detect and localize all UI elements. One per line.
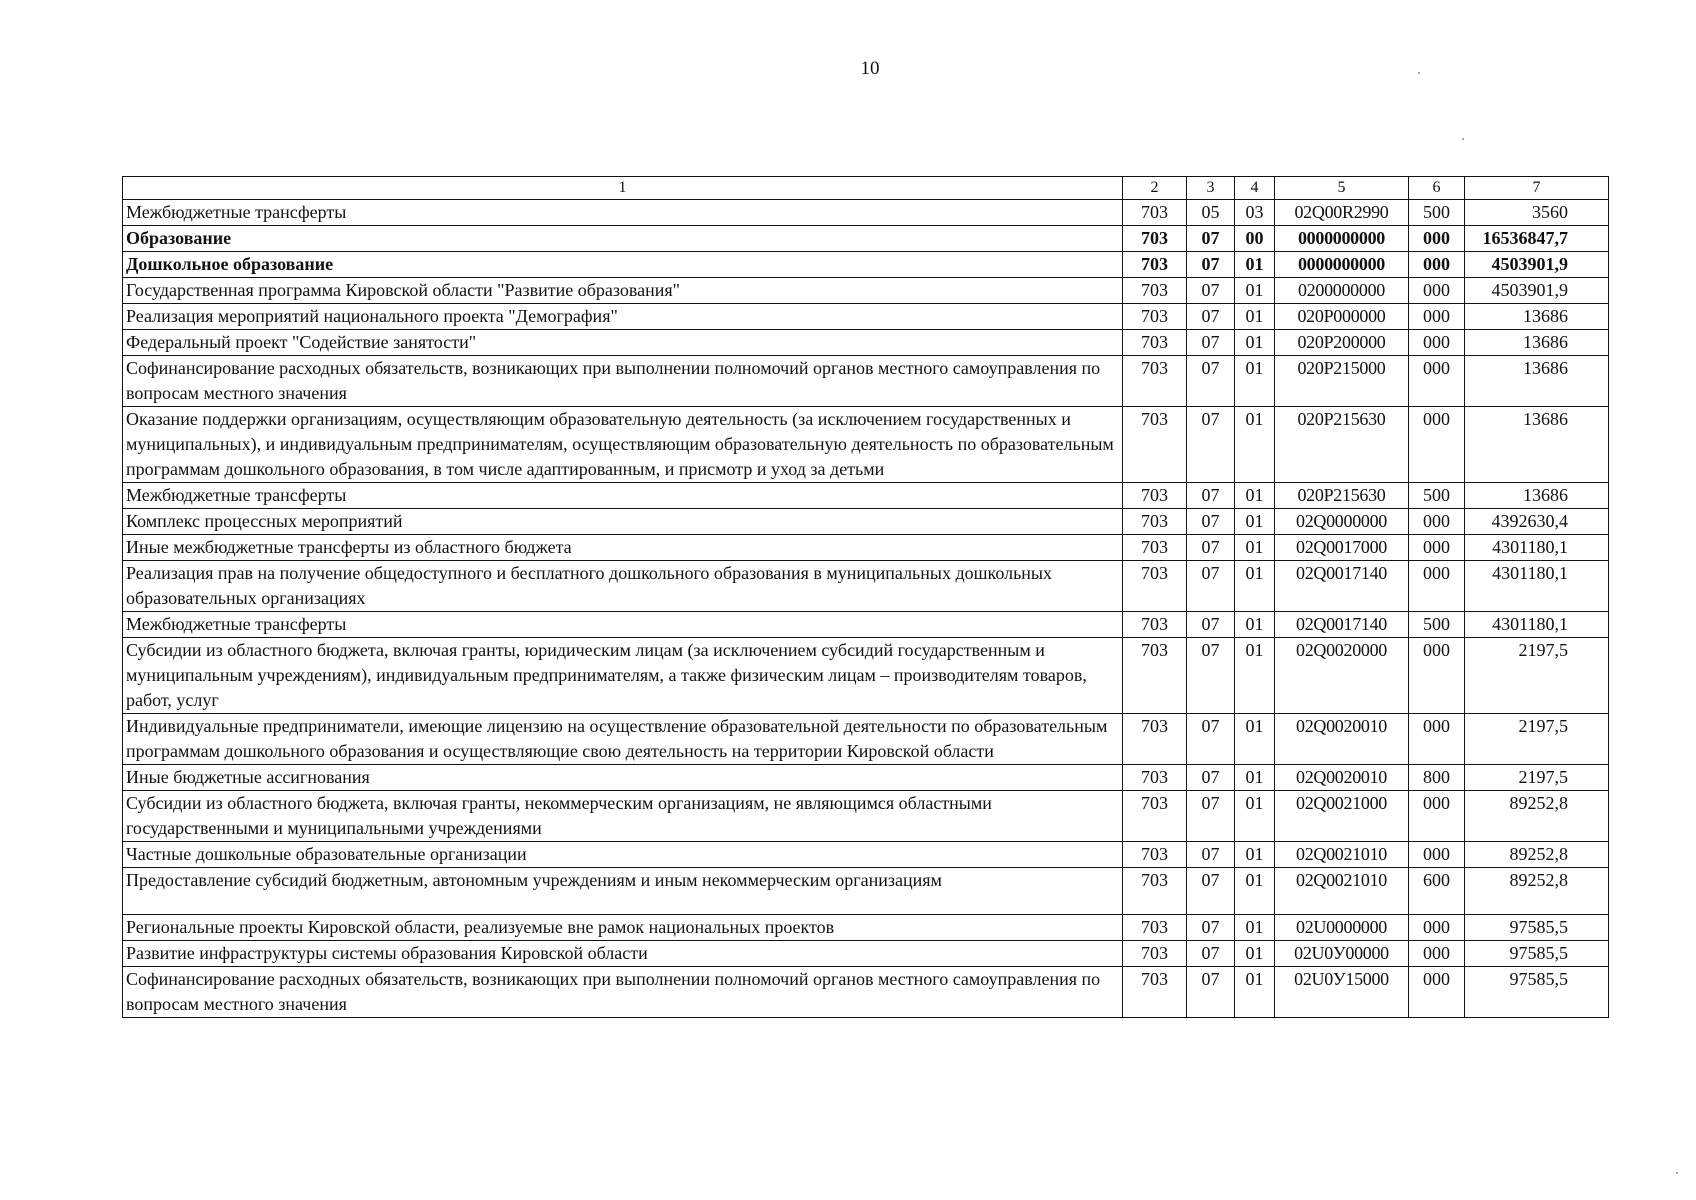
section-code-cell: 703	[1123, 915, 1187, 941]
target-article-cell: 02Q0000000	[1275, 509, 1409, 535]
row-name-cell: Реализация мероприятий национального проекта "Демография"	[123, 304, 1123, 330]
row-name-cell: Частные дошкольные образовательные организации	[123, 842, 1123, 868]
division-code-cell: 07	[1187, 304, 1235, 330]
expense-type-cell: 000	[1409, 509, 1465, 535]
table-row	[123, 765, 1609, 791]
expense-type-cell: 800	[1409, 765, 1465, 791]
row-name-cell: Реализация прав на получение общедоступного и бесплатного дошкольного образования в муниципальных дошкольных образовательных организациях	[123, 561, 1123, 612]
table-row	[123, 226, 1609, 252]
section-code-cell: 703	[1123, 509, 1187, 535]
table-row	[123, 842, 1609, 868]
table-row	[123, 200, 1609, 226]
table-row	[123, 714, 1609, 765]
division-code-cell: 07	[1187, 535, 1235, 561]
expense-type-cell: 000	[1409, 967, 1465, 1018]
row-name-cell: Государственная программа Кировской области "Развитие образования"	[123, 278, 1123, 304]
section-code-cell: 703	[1123, 791, 1187, 842]
column-header: 7	[1465, 177, 1609, 200]
target-article-cell: 02Q0021010	[1275, 868, 1409, 915]
amount-cell: 13686	[1465, 330, 1609, 356]
row-name-cell: Субсидии из областного бюджета, включая гранты, некоммерческим организациям, не являющимся областными государственными и муниципальными учреждениями	[123, 791, 1123, 842]
subdivision-code-cell: 01	[1235, 791, 1275, 842]
table-row	[123, 509, 1609, 535]
row-name-cell: Оказание поддержки организациям, осуществляющим образовательную деятельность (за исключением государственных и муниципальных), и индивидуальным предпринимателям, осуществляющим образовательную деятельность по образовательным программам дошкольного образования, в том числе адаптированным, и присмотр и уход за детьми	[123, 407, 1123, 483]
page-number: 10	[860, 58, 880, 79]
subdivision-code-cell: 01	[1235, 868, 1275, 915]
row-name-cell: Межбюджетные трансферты	[123, 200, 1123, 226]
target-article-cell: 02Q0017000	[1275, 535, 1409, 561]
expense-type-cell: 000	[1409, 535, 1465, 561]
amount-cell: 4503901,9	[1465, 278, 1609, 304]
amount-cell: 4392630,4	[1465, 509, 1609, 535]
section-code-cell: 703	[1123, 612, 1187, 638]
target-article-cell: 020P215630	[1275, 483, 1409, 509]
target-article-cell: 02Q0021010	[1275, 842, 1409, 868]
division-code-cell: 07	[1187, 252, 1235, 278]
section-code-cell: 703	[1123, 226, 1187, 252]
expense-type-cell: 000	[1409, 842, 1465, 868]
subdivision-code-cell: 03	[1235, 200, 1275, 226]
row-name-cell: Образование	[123, 226, 1123, 252]
division-code-cell: 07	[1187, 561, 1235, 612]
row-name-cell: Индивидуальные предприниматели, имеющие лицензию на осуществление образовательной деятельности по образовательным программам дошкольного образования и осуществляющие свою деятельность на территории Кировской области	[123, 714, 1123, 765]
division-code-cell: 07	[1187, 842, 1235, 868]
subdivision-code-cell: 01	[1235, 561, 1275, 612]
expense-type-cell: 000	[1409, 915, 1465, 941]
target-article-cell: 02Q0021000	[1275, 791, 1409, 842]
target-article-cell: 02U0У00000	[1275, 941, 1409, 967]
expense-type-cell: 000	[1409, 252, 1465, 278]
section-code-cell: 703	[1123, 252, 1187, 278]
subdivision-code-cell: 01	[1235, 509, 1275, 535]
target-article-cell: 0200000000	[1275, 278, 1409, 304]
expense-type-cell: 000	[1409, 278, 1465, 304]
amount-cell: 13686	[1465, 407, 1609, 483]
subdivision-code-cell: 01	[1235, 915, 1275, 941]
table-row	[123, 304, 1609, 330]
column-header: 2	[1123, 177, 1187, 200]
scan-speck	[1462, 138, 1464, 140]
table-row	[123, 483, 1609, 509]
expense-type-cell: 000	[1409, 356, 1465, 407]
amount-cell: 89252,8	[1465, 791, 1609, 842]
amount-cell: 2197,5	[1465, 638, 1609, 714]
table-row	[123, 638, 1609, 714]
subdivision-code-cell: 01	[1235, 278, 1275, 304]
section-code-cell: 703	[1123, 535, 1187, 561]
table-row	[123, 967, 1609, 1018]
expense-type-cell: 000	[1409, 714, 1465, 765]
amount-cell: 3560	[1465, 200, 1609, 226]
expense-type-cell: 000	[1409, 561, 1465, 612]
amount-cell: 13686	[1465, 483, 1609, 509]
table-row	[123, 407, 1609, 483]
target-article-cell: 0000000000	[1275, 226, 1409, 252]
column-header: 4	[1235, 177, 1275, 200]
table-row	[123, 535, 1609, 561]
section-code-cell: 703	[1123, 765, 1187, 791]
column-header: 3	[1187, 177, 1235, 200]
section-code-cell: 703	[1123, 561, 1187, 612]
subdivision-code-cell: 01	[1235, 330, 1275, 356]
section-code-cell: 703	[1123, 304, 1187, 330]
target-article-cell: 02Q0020000	[1275, 638, 1409, 714]
row-name-cell: Софинансирование расходных обязательств, возникающих при выполнении полномочий органов местного самоуправления по вопросам местного значения	[123, 967, 1123, 1018]
row-name-cell: Иные бюджетные ассигнования	[123, 765, 1123, 791]
expense-type-cell: 000	[1409, 407, 1465, 483]
table-row	[123, 330, 1609, 356]
amount-cell: 4503901,9	[1465, 252, 1609, 278]
subdivision-code-cell: 01	[1235, 765, 1275, 791]
row-name-cell: Федеральный проект "Содействие занятости"	[123, 330, 1123, 356]
subdivision-code-cell: 01	[1235, 967, 1275, 1018]
target-article-cell: 020P000000	[1275, 304, 1409, 330]
table-row	[123, 612, 1609, 638]
expense-type-cell: 000	[1409, 330, 1465, 356]
target-article-cell: 02Q0017140	[1275, 612, 1409, 638]
row-name-cell: Региональные проекты Кировской области, реализуемые вне рамок национальных проектов	[123, 915, 1123, 941]
amount-cell: 2197,5	[1465, 765, 1609, 791]
target-article-cell: 02Q0020010	[1275, 765, 1409, 791]
row-name-cell: Развитие инфраструктуры системы образования Кировской области	[123, 941, 1123, 967]
subdivision-code-cell: 01	[1235, 842, 1275, 868]
section-code-cell: 703	[1123, 868, 1187, 915]
amount-cell: 89252,8	[1465, 868, 1609, 915]
division-code-cell: 07	[1187, 941, 1235, 967]
target-article-cell: 020P215000	[1275, 356, 1409, 407]
table-row	[123, 868, 1609, 915]
section-code-cell: 703	[1123, 941, 1187, 967]
amount-cell: 4301180,1	[1465, 535, 1609, 561]
target-article-cell: 020P215630	[1275, 407, 1409, 483]
amount-cell: 4301180,1	[1465, 561, 1609, 612]
subdivision-code-cell: 01	[1235, 483, 1275, 509]
division-code-cell: 07	[1187, 714, 1235, 765]
division-code-cell: 05	[1187, 200, 1235, 226]
expense-type-cell: 000	[1409, 304, 1465, 330]
subdivision-code-cell: 01	[1235, 252, 1275, 278]
table-row	[123, 941, 1609, 967]
amount-cell: 4301180,1	[1465, 612, 1609, 638]
amount-cell: 16536847,7	[1465, 226, 1609, 252]
division-code-cell: 07	[1187, 612, 1235, 638]
expense-type-cell: 000	[1409, 791, 1465, 842]
amount-cell: 89252,8	[1465, 842, 1609, 868]
subdivision-code-cell: 01	[1235, 356, 1275, 407]
expense-type-cell: 000	[1409, 226, 1465, 252]
amount-cell: 2197,5	[1465, 714, 1609, 765]
subdivision-code-cell: 00	[1235, 226, 1275, 252]
row-name-cell: Предоставление субсидий бюджетным, автономным учреждениям и иным некоммерческим организациям	[123, 868, 1123, 915]
table-row	[123, 791, 1609, 842]
table-row	[123, 278, 1609, 304]
target-article-cell: 02U0000000	[1275, 915, 1409, 941]
section-code-cell: 703	[1123, 278, 1187, 304]
scan-speck	[1418, 72, 1420, 74]
row-name-cell: Дошкольное образование	[123, 252, 1123, 278]
scan-speck	[1676, 1172, 1678, 1174]
division-code-cell: 07	[1187, 407, 1235, 483]
division-code-cell: 07	[1187, 868, 1235, 915]
subdivision-code-cell: 01	[1235, 941, 1275, 967]
division-code-cell: 07	[1187, 330, 1235, 356]
section-code-cell: 703	[1123, 714, 1187, 765]
division-code-cell: 07	[1187, 765, 1235, 791]
subdivision-code-cell: 01	[1235, 612, 1275, 638]
expense-type-cell: 500	[1409, 612, 1465, 638]
amount-cell: 13686	[1465, 304, 1609, 330]
amount-cell: 97585,5	[1465, 941, 1609, 967]
division-code-cell: 07	[1187, 967, 1235, 1018]
column-header: 5	[1275, 177, 1409, 200]
table-row	[123, 561, 1609, 612]
division-code-cell: 07	[1187, 638, 1235, 714]
table-row	[123, 356, 1609, 407]
section-code-cell: 703	[1123, 483, 1187, 509]
amount-cell: 97585,5	[1465, 967, 1609, 1018]
expense-type-cell: 500	[1409, 200, 1465, 226]
target-article-cell: 02Q0020010	[1275, 714, 1409, 765]
division-code-cell: 07	[1187, 226, 1235, 252]
target-article-cell: 02Q0017140	[1275, 561, 1409, 612]
table-row	[123, 252, 1609, 278]
target-article-cell: 02Q00R2990	[1275, 200, 1409, 226]
row-name-cell: Иные межбюджетные трансферты из областного бюджета	[123, 535, 1123, 561]
subdivision-code-cell: 01	[1235, 304, 1275, 330]
subdivision-code-cell: 01	[1235, 638, 1275, 714]
division-code-cell: 07	[1187, 278, 1235, 304]
subdivision-code-cell: 01	[1235, 535, 1275, 561]
section-code-cell: 703	[1123, 842, 1187, 868]
expense-type-cell: 500	[1409, 483, 1465, 509]
division-code-cell: 07	[1187, 791, 1235, 842]
table-header-row	[123, 177, 1609, 200]
amount-cell: 97585,5	[1465, 915, 1609, 941]
target-article-cell: 0000000000	[1275, 252, 1409, 278]
subdivision-code-cell: 01	[1235, 407, 1275, 483]
division-code-cell: 07	[1187, 356, 1235, 407]
division-code-cell: 07	[1187, 915, 1235, 941]
expense-type-cell: 600	[1409, 868, 1465, 915]
section-code-cell: 703	[1123, 407, 1187, 483]
expense-type-cell: 000	[1409, 638, 1465, 714]
column-header: 6	[1409, 177, 1465, 200]
expense-type-cell: 000	[1409, 941, 1465, 967]
row-name-cell: Субсидии из областного бюджета, включая гранты, юридическим лицам (за исключением субсидий государственным и муниципальным учреждениям), индивидуальным предпринимателям, а также физическим лицам – производителям товаров, работ, услуг	[123, 638, 1123, 714]
division-code-cell: 07	[1187, 509, 1235, 535]
section-code-cell: 703	[1123, 356, 1187, 407]
section-code-cell: 703	[1123, 967, 1187, 1018]
section-code-cell: 703	[1123, 330, 1187, 356]
row-name-cell: Межбюджетные трансферты	[123, 612, 1123, 638]
amount-cell: 13686	[1465, 356, 1609, 407]
section-code-cell: 703	[1123, 638, 1187, 714]
section-code-cell: 703	[1123, 200, 1187, 226]
division-code-cell: 07	[1187, 483, 1235, 509]
table-row	[123, 915, 1609, 941]
subdivision-code-cell: 01	[1235, 714, 1275, 765]
column-header: 1	[123, 177, 1123, 200]
row-name-cell: Межбюджетные трансферты	[123, 483, 1123, 509]
budget-table	[122, 176, 1609, 1018]
row-name-cell: Комплекс процессных мероприятий	[123, 509, 1123, 535]
target-article-cell: 02U0У15000	[1275, 967, 1409, 1018]
target-article-cell: 020P200000	[1275, 330, 1409, 356]
row-name-cell: Софинансирование расходных обязательств, возникающих при выполнении полномочий органов местного самоуправления по вопросам местного значения	[123, 356, 1123, 407]
